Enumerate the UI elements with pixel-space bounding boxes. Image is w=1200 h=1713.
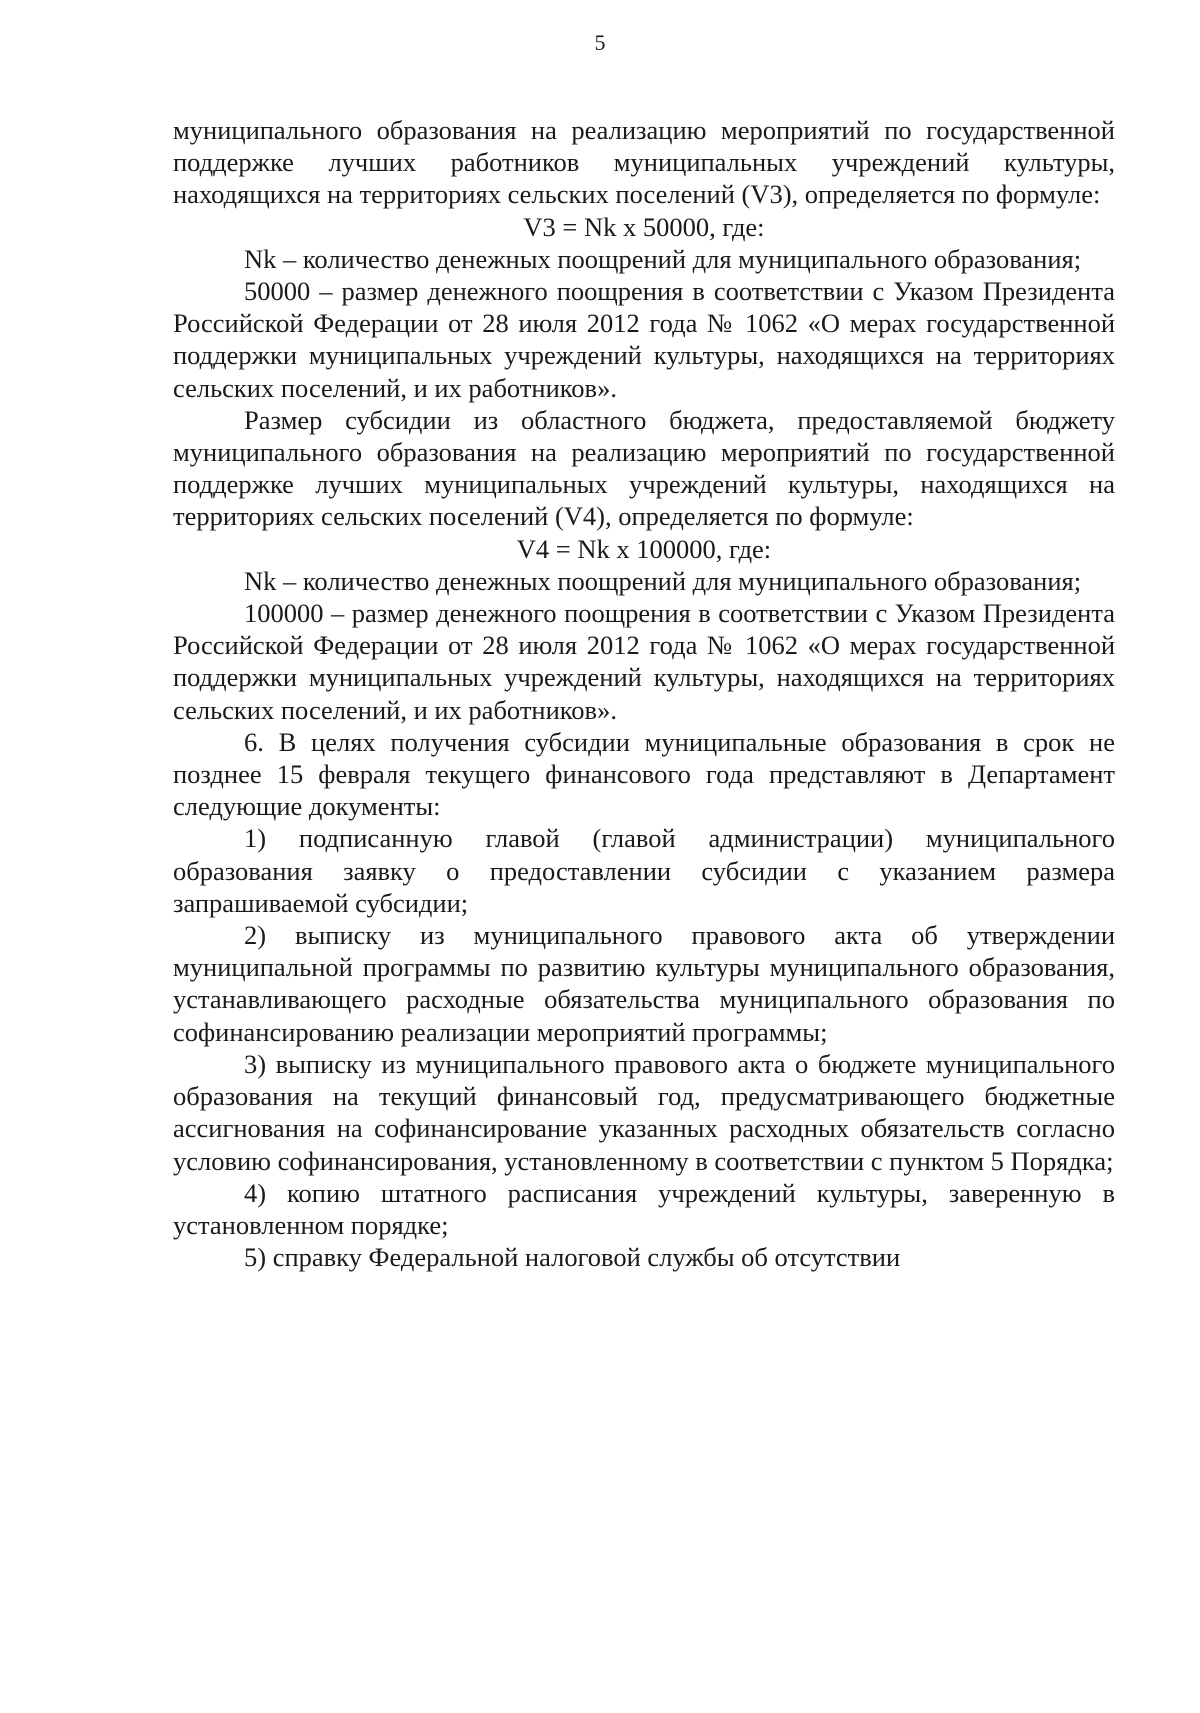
formula-v3: V3 = Nk x 50000, где: <box>523 211 765 242</box>
paragraph-nk-definition-2: Nk – количество денежных поощрений для муниципального образования; <box>244 565 1082 596</box>
paragraph-100000-definition: 100000 – размер денежного поощрения в соответствии с Указом Президента Российской Федерации от 28 июля 2012 года № 1062 «О мерах государственной поддержки муниципальных учреждений культуры, находящихся на территориях сельских поселений, и их работников». <box>173 598 1115 725</box>
paragraph-subsidy-v4: Размер субсидии из областного бюджета, предоставляемой бюджету муниципального образования на реализацию мероприятий по государственной поддержке лучших муниципальных учреждений культуры, находящихся на территориях сельских поселений (V4), определяется по формуле: <box>173 404 1115 532</box>
paragraph-nk-definition-1: Nk – количество денежных поощрений для муниципального образования; <box>244 243 1082 274</box>
list-item-3: 3) выписку из муниципального правового акта о бюджете муниципального образования на текущий финансовый год, предусматривающего бюджетные ассигнования на софинансирование указанных расходных обязательств согласно условию софинансирования, установленному в соответствии с пунктом 5 Порядка; <box>173 1048 1115 1176</box>
paragraph-section-6: 6. В целях получения субсидии муниципальные образования в срок не позднее 15 февраля текущего финансового года представляют в Департамент следующие документы: <box>173 726 1115 822</box>
list-item-2: 2) выписку из муниципального правового акта об утверждении муниципальной программы по развитию культуры муниципального образования, устанавливающего расходные обязательства муниципального образования по софинансированию реализации мероприятий программы; <box>173 920 1115 1047</box>
page-number: 5 <box>594 30 606 55</box>
formula-v4: V4 = Nk x 100000, где: <box>516 533 772 564</box>
list-item-4: 4) копию штатного расписания учреждений культуры, заверенную в установленном порядке; <box>173 1177 1115 1240</box>
paragraph-continuation: муниципального образования на реализацию мероприятий по государственной поддержке лучших работников муниципальных учреждений культуры, находящихся на территориях сельских поселений (V3), определяется по формуле: <box>173 115 1115 210</box>
paragraph-50000-definition: 50000 – размер денежного поощрения в соответствии с Указом Президента Российской Федерации от 28 июля 2012 года № 1062 «О мерах государственной поддержки муниципальных учреждений культуры, находящихся на территориях сельских поселений, и их работников». <box>173 276 1115 403</box>
list-item-5: 5) справку Федеральной налоговой службы об отсутствии <box>244 1242 901 1273</box>
list-item-1: 1) подписанную главой (главой администрации) муниципального образования заявку о предоставлении субсидии с указанием размера запрашиваемой субсидии; <box>173 823 1115 918</box>
document-body <box>173 114 1115 1273</box>
